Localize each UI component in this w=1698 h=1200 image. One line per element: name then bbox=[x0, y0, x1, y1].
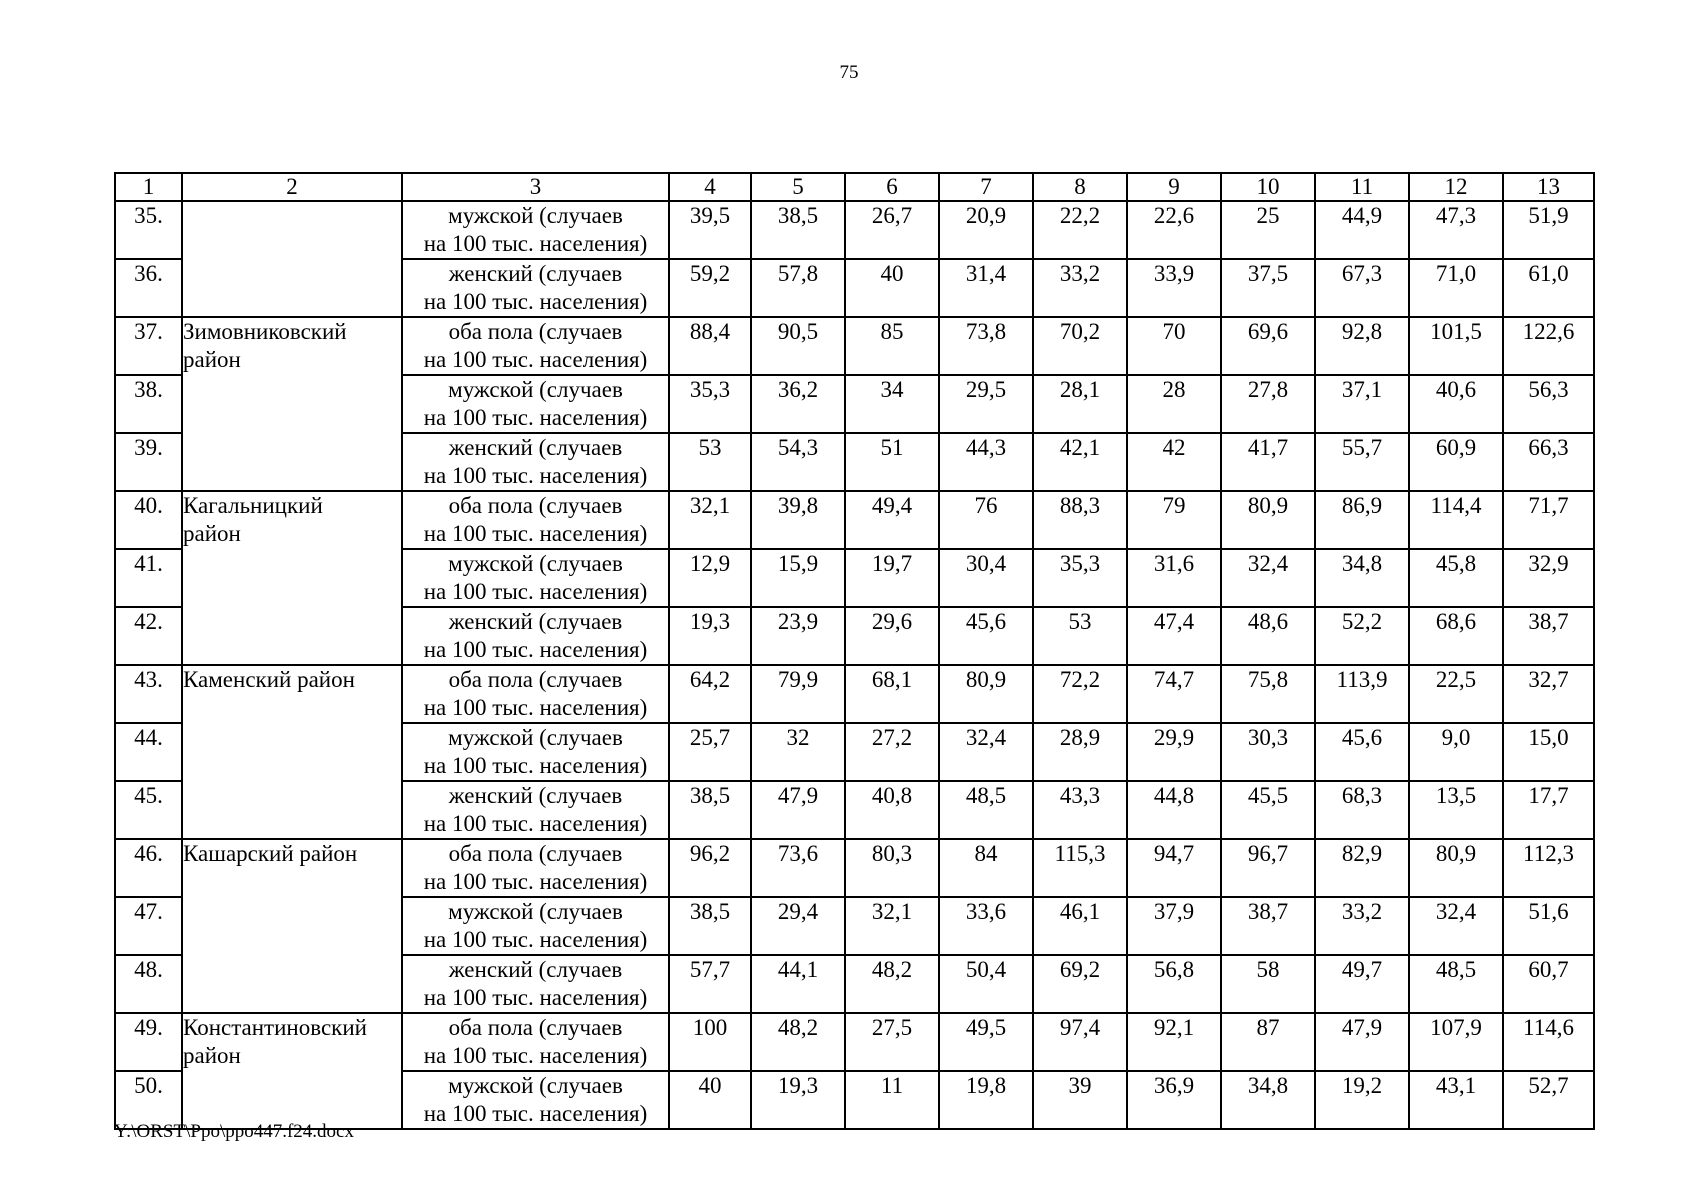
value-cell: 58 bbox=[1221, 955, 1315, 1013]
cell-line: мужской (случаев bbox=[448, 899, 623, 924]
value-cell: 44,8 bbox=[1127, 781, 1221, 839]
value-cell: 107,9 bbox=[1409, 1013, 1503, 1071]
district-cell bbox=[182, 201, 402, 317]
cell-line: женский (случаев bbox=[448, 435, 623, 460]
value-cell: 45,5 bbox=[1221, 781, 1315, 839]
value-cell: 87 bbox=[1221, 1013, 1315, 1071]
sex-group-cell bbox=[402, 259, 669, 317]
value-cell: 50,4 bbox=[939, 955, 1033, 1013]
value-cell: 27,8 bbox=[1221, 375, 1315, 433]
column-header: 7 bbox=[939, 173, 1033, 201]
sex-group-cell bbox=[402, 1071, 669, 1129]
table-header-row bbox=[115, 173, 1594, 201]
value-cell: 19,3 bbox=[669, 607, 751, 665]
value-cell: 49,5 bbox=[939, 1013, 1033, 1071]
cell-line: район bbox=[183, 521, 241, 546]
value-cell: 31,6 bbox=[1127, 549, 1221, 607]
cell-line: женский (случаев bbox=[448, 261, 623, 286]
value-cell: 122,6 bbox=[1503, 317, 1594, 375]
value-cell: 20,9 bbox=[939, 201, 1033, 259]
value-cell: 59,2 bbox=[669, 259, 751, 317]
value-cell: 47,4 bbox=[1127, 607, 1221, 665]
value-cell: 79 bbox=[1127, 491, 1221, 549]
value-cell: 19,8 bbox=[939, 1071, 1033, 1129]
value-cell: 29,6 bbox=[845, 607, 939, 665]
value-cell: 44,3 bbox=[939, 433, 1033, 491]
cell-line: на 100 тыс. населения) bbox=[423, 753, 648, 778]
value-cell: 32,9 bbox=[1503, 549, 1594, 607]
district-cell bbox=[182, 1013, 402, 1129]
value-cell: 19,7 bbox=[845, 549, 939, 607]
column-header: 8 bbox=[1033, 173, 1127, 201]
cell-line: оба пола (случаев bbox=[448, 1015, 623, 1040]
value-cell: 48,5 bbox=[939, 781, 1033, 839]
cell-line: Константиновский bbox=[183, 1015, 367, 1040]
row-number-cell: 49. bbox=[115, 1013, 182, 1071]
value-cell: 37,1 bbox=[1315, 375, 1409, 433]
column-header: 6 bbox=[845, 173, 939, 201]
value-cell: 44,9 bbox=[1315, 201, 1409, 259]
column-header: 4 bbox=[669, 173, 751, 201]
value-cell: 114,4 bbox=[1409, 491, 1503, 549]
district-cell bbox=[182, 491, 402, 665]
value-cell: 51,9 bbox=[1503, 201, 1594, 259]
district-cell bbox=[182, 839, 402, 1013]
value-cell: 48,5 bbox=[1409, 955, 1503, 1013]
cell-line: женский (случаев bbox=[448, 609, 623, 634]
value-cell: 38,7 bbox=[1503, 607, 1594, 665]
value-cell: 53 bbox=[669, 433, 751, 491]
row-number-cell: 44. bbox=[115, 723, 182, 781]
value-cell: 9,0 bbox=[1409, 723, 1503, 781]
cell-line: мужской (случаев bbox=[448, 551, 623, 576]
value-cell: 25 bbox=[1221, 201, 1315, 259]
row-number-cell: 42. bbox=[115, 607, 182, 665]
cell-line: на 100 тыс. населения) bbox=[423, 231, 648, 256]
value-cell: 76 bbox=[939, 491, 1033, 549]
row-number-cell: 39. bbox=[115, 433, 182, 491]
cell-line: Кашарский район bbox=[183, 841, 358, 866]
cell-line: Кагальницкий bbox=[183, 493, 323, 518]
table-body bbox=[115, 201, 1594, 1129]
value-cell: 68,6 bbox=[1409, 607, 1503, 665]
value-cell: 15,0 bbox=[1503, 723, 1594, 781]
value-cell: 73,8 bbox=[939, 317, 1033, 375]
value-cell: 52,7 bbox=[1503, 1071, 1594, 1129]
sex-group-cell bbox=[402, 897, 669, 955]
value-cell: 22,2 bbox=[1033, 201, 1127, 259]
value-cell: 70 bbox=[1127, 317, 1221, 375]
value-cell: 54,3 bbox=[751, 433, 845, 491]
value-cell: 33,9 bbox=[1127, 259, 1221, 317]
value-cell: 88,3 bbox=[1033, 491, 1127, 549]
value-cell: 113,9 bbox=[1315, 665, 1409, 723]
value-cell: 74,7 bbox=[1127, 665, 1221, 723]
value-cell: 52,2 bbox=[1315, 607, 1409, 665]
value-cell: 38,5 bbox=[669, 897, 751, 955]
sex-group-cell bbox=[402, 549, 669, 607]
value-cell: 34,8 bbox=[1315, 549, 1409, 607]
row-number-cell: 36. bbox=[115, 259, 182, 317]
value-cell: 60,9 bbox=[1409, 433, 1503, 491]
sex-group-cell bbox=[402, 839, 669, 897]
cell-line: на 100 тыс. населения) bbox=[423, 1043, 648, 1068]
cell-line: Зимовниковский bbox=[183, 319, 347, 344]
value-cell: 67,3 bbox=[1315, 259, 1409, 317]
value-cell: 29,4 bbox=[751, 897, 845, 955]
sex-group-cell bbox=[402, 375, 669, 433]
value-cell: 101,5 bbox=[1409, 317, 1503, 375]
value-cell: 41,7 bbox=[1221, 433, 1315, 491]
value-cell: 55,7 bbox=[1315, 433, 1409, 491]
value-cell: 43,3 bbox=[1033, 781, 1127, 839]
cell-line: на 100 тыс. населения) bbox=[423, 637, 648, 662]
cell-line: оба пола (случаев bbox=[448, 493, 623, 518]
value-cell: 38,5 bbox=[751, 201, 845, 259]
value-cell: 37,5 bbox=[1221, 259, 1315, 317]
row-number-cell: 48. bbox=[115, 955, 182, 1013]
value-cell: 45,8 bbox=[1409, 549, 1503, 607]
sex-group-cell bbox=[402, 955, 669, 1013]
value-cell: 35,3 bbox=[669, 375, 751, 433]
value-cell: 68,1 bbox=[845, 665, 939, 723]
sex-group-cell bbox=[402, 317, 669, 375]
value-cell: 28,1 bbox=[1033, 375, 1127, 433]
value-cell: 56,3 bbox=[1503, 375, 1594, 433]
sex-group-cell bbox=[402, 781, 669, 839]
value-cell: 46,1 bbox=[1033, 897, 1127, 955]
row-number-cell: 47. bbox=[115, 897, 182, 955]
table-row bbox=[115, 1013, 1594, 1071]
column-header: 2 bbox=[182, 173, 402, 201]
page-number: 75 bbox=[839, 62, 859, 83]
value-cell: 68,3 bbox=[1315, 781, 1409, 839]
sex-group-cell bbox=[402, 491, 669, 549]
value-cell: 22,5 bbox=[1409, 665, 1503, 723]
value-cell: 32,4 bbox=[1221, 549, 1315, 607]
cell-line: на 100 тыс. населения) bbox=[423, 289, 648, 314]
cell-line: оба пола (случаев bbox=[448, 667, 623, 692]
column-header: 1 bbox=[115, 173, 182, 201]
value-cell: 37,9 bbox=[1127, 897, 1221, 955]
value-cell: 22,6 bbox=[1127, 201, 1221, 259]
cell-line: Каменский район bbox=[183, 667, 355, 692]
value-cell: 44,1 bbox=[751, 955, 845, 1013]
value-cell: 84 bbox=[939, 839, 1033, 897]
district-cell bbox=[182, 665, 402, 839]
value-cell: 90,5 bbox=[751, 317, 845, 375]
value-cell: 100 bbox=[669, 1013, 751, 1071]
value-cell: 92,8 bbox=[1315, 317, 1409, 375]
value-cell: 82,9 bbox=[1315, 839, 1409, 897]
value-cell: 85 bbox=[845, 317, 939, 375]
value-cell: 40,8 bbox=[845, 781, 939, 839]
value-cell: 96,7 bbox=[1221, 839, 1315, 897]
value-cell: 45,6 bbox=[1315, 723, 1409, 781]
value-cell: 45,6 bbox=[939, 607, 1033, 665]
value-cell: 40,6 bbox=[1409, 375, 1503, 433]
value-cell: 51 bbox=[845, 433, 939, 491]
value-cell: 34,8 bbox=[1221, 1071, 1315, 1129]
column-header: 10 bbox=[1221, 173, 1315, 201]
value-cell: 61,0 bbox=[1503, 259, 1594, 317]
value-cell: 33,2 bbox=[1033, 259, 1127, 317]
column-header: 5 bbox=[751, 173, 845, 201]
value-cell: 13,5 bbox=[1409, 781, 1503, 839]
value-cell: 26,7 bbox=[845, 201, 939, 259]
value-cell: 32,1 bbox=[845, 897, 939, 955]
value-cell: 56,8 bbox=[1127, 955, 1221, 1013]
table-row bbox=[115, 665, 1594, 723]
value-cell: 66,3 bbox=[1503, 433, 1594, 491]
value-cell: 51,6 bbox=[1503, 897, 1594, 955]
cell-line: на 100 тыс. населения) bbox=[423, 463, 648, 488]
cell-line: оба пола (случаев bbox=[448, 319, 623, 344]
value-cell: 75,8 bbox=[1221, 665, 1315, 723]
value-cell: 42 bbox=[1127, 433, 1221, 491]
value-cell: 86,9 bbox=[1315, 491, 1409, 549]
value-cell: 48,2 bbox=[845, 955, 939, 1013]
value-cell: 64,2 bbox=[669, 665, 751, 723]
sex-group-cell bbox=[402, 433, 669, 491]
value-cell: 42,1 bbox=[1033, 433, 1127, 491]
table-row bbox=[115, 491, 1594, 549]
value-cell: 35,3 bbox=[1033, 549, 1127, 607]
value-cell: 114,6 bbox=[1503, 1013, 1594, 1071]
table-row bbox=[115, 839, 1594, 897]
cell-line: на 100 тыс. населения) bbox=[423, 695, 648, 720]
value-cell: 36,9 bbox=[1127, 1071, 1221, 1129]
cell-line: мужской (случаев bbox=[448, 1073, 623, 1098]
value-cell: 112,3 bbox=[1503, 839, 1594, 897]
value-cell: 79,9 bbox=[751, 665, 845, 723]
cell-line: на 100 тыс. населения) bbox=[423, 1101, 648, 1126]
file-path-footer: Y:\ORST\Ppo\ppo447.f24.docx bbox=[114, 1121, 354, 1142]
cell-line: на 100 тыс. населения) bbox=[423, 985, 648, 1010]
value-cell: 31,4 bbox=[939, 259, 1033, 317]
cell-line: на 100 тыс. населения) bbox=[423, 927, 648, 952]
value-cell: 73,6 bbox=[751, 839, 845, 897]
column-header: 13 bbox=[1503, 173, 1594, 201]
value-cell: 80,3 bbox=[845, 839, 939, 897]
column-header: 9 bbox=[1127, 173, 1221, 201]
value-cell: 39,8 bbox=[751, 491, 845, 549]
value-cell: 57,8 bbox=[751, 259, 845, 317]
district-cell bbox=[182, 317, 402, 491]
value-cell: 72,2 bbox=[1033, 665, 1127, 723]
statistics-table bbox=[114, 172, 1595, 1130]
value-cell: 71,0 bbox=[1409, 259, 1503, 317]
row-number-cell: 37. bbox=[115, 317, 182, 375]
cell-line: на 100 тыс. населения) bbox=[423, 869, 648, 894]
value-cell: 43,1 bbox=[1409, 1071, 1503, 1129]
cell-line: район bbox=[183, 347, 241, 372]
cell-line: на 100 тыс. населения) bbox=[423, 405, 648, 430]
value-cell: 71,7 bbox=[1503, 491, 1594, 549]
value-cell: 48,6 bbox=[1221, 607, 1315, 665]
value-cell: 12,9 bbox=[669, 549, 751, 607]
cell-line: женский (случаев bbox=[448, 957, 623, 982]
table-row bbox=[115, 317, 1594, 375]
row-number-cell: 41. bbox=[115, 549, 182, 607]
value-cell: 25,7 bbox=[669, 723, 751, 781]
cell-line: район bbox=[183, 1043, 241, 1068]
value-cell: 30,3 bbox=[1221, 723, 1315, 781]
value-cell: 115,3 bbox=[1033, 839, 1127, 897]
value-cell: 88,4 bbox=[669, 317, 751, 375]
value-cell: 47,9 bbox=[751, 781, 845, 839]
table-row bbox=[115, 201, 1594, 259]
value-cell: 97,4 bbox=[1033, 1013, 1127, 1071]
value-cell: 53 bbox=[1033, 607, 1127, 665]
row-number-cell: 46. bbox=[115, 839, 182, 897]
value-cell: 80,9 bbox=[939, 665, 1033, 723]
row-number-cell: 43. bbox=[115, 665, 182, 723]
cell-line: мужской (случаев bbox=[448, 725, 623, 750]
value-cell: 36,2 bbox=[751, 375, 845, 433]
value-cell: 70,2 bbox=[1033, 317, 1127, 375]
cell-line: на 100 тыс. населения) bbox=[423, 521, 648, 546]
value-cell: 69,2 bbox=[1033, 955, 1127, 1013]
value-cell: 32 bbox=[751, 723, 845, 781]
sex-group-cell bbox=[402, 607, 669, 665]
value-cell: 38,5 bbox=[669, 781, 751, 839]
value-cell: 39 bbox=[1033, 1071, 1127, 1129]
value-cell: 29,5 bbox=[939, 375, 1033, 433]
value-cell: 19,2 bbox=[1315, 1071, 1409, 1129]
sex-group-cell bbox=[402, 723, 669, 781]
column-header: 11 bbox=[1315, 173, 1409, 201]
value-cell: 33,2 bbox=[1315, 897, 1409, 955]
value-cell: 38,7 bbox=[1221, 897, 1315, 955]
sex-group-cell bbox=[402, 665, 669, 723]
row-number-cell: 50. bbox=[115, 1071, 182, 1129]
cell-line: мужской (случаев bbox=[448, 203, 623, 228]
value-cell: 27,2 bbox=[845, 723, 939, 781]
value-cell: 48,2 bbox=[751, 1013, 845, 1071]
row-number-cell: 38. bbox=[115, 375, 182, 433]
value-cell: 32,7 bbox=[1503, 665, 1594, 723]
value-cell: 96,2 bbox=[669, 839, 751, 897]
value-cell: 32,4 bbox=[1409, 897, 1503, 955]
value-cell: 23,9 bbox=[751, 607, 845, 665]
row-number-cell: 45. bbox=[115, 781, 182, 839]
value-cell: 29,9 bbox=[1127, 723, 1221, 781]
value-cell: 49,7 bbox=[1315, 955, 1409, 1013]
value-cell: 94,7 bbox=[1127, 839, 1221, 897]
cell-line: на 100 тыс. населения) bbox=[423, 347, 648, 372]
value-cell: 40 bbox=[669, 1071, 751, 1129]
value-cell: 32,4 bbox=[939, 723, 1033, 781]
value-cell: 39,5 bbox=[669, 201, 751, 259]
value-cell: 80,9 bbox=[1221, 491, 1315, 549]
column-header: 3 bbox=[402, 173, 669, 201]
value-cell: 32,1 bbox=[669, 491, 751, 549]
value-cell: 28,9 bbox=[1033, 723, 1127, 781]
value-cell: 11 bbox=[845, 1071, 939, 1129]
row-number-cell: 35. bbox=[115, 201, 182, 259]
value-cell: 47,3 bbox=[1409, 201, 1503, 259]
cell-line: на 100 тыс. населения) bbox=[423, 579, 648, 604]
value-cell: 57,7 bbox=[669, 955, 751, 1013]
cell-line: оба пола (случаев bbox=[448, 841, 623, 866]
value-cell: 92,1 bbox=[1127, 1013, 1221, 1071]
row-number-cell: 40. bbox=[115, 491, 182, 549]
value-cell: 19,3 bbox=[751, 1071, 845, 1129]
value-cell: 49,4 bbox=[845, 491, 939, 549]
value-cell: 15,9 bbox=[751, 549, 845, 607]
column-header: 12 bbox=[1409, 173, 1503, 201]
cell-line: на 100 тыс. населения) bbox=[423, 811, 648, 836]
value-cell: 47,9 bbox=[1315, 1013, 1409, 1071]
value-cell: 34 bbox=[845, 375, 939, 433]
cell-line: женский (случаев bbox=[448, 783, 623, 808]
value-cell: 60,7 bbox=[1503, 955, 1594, 1013]
cell-line: мужской (случаев bbox=[448, 377, 623, 402]
value-cell: 69,6 bbox=[1221, 317, 1315, 375]
value-cell: 30,4 bbox=[939, 549, 1033, 607]
value-cell: 27,5 bbox=[845, 1013, 939, 1071]
value-cell: 33,6 bbox=[939, 897, 1033, 955]
value-cell: 17,7 bbox=[1503, 781, 1594, 839]
value-cell: 80,9 bbox=[1409, 839, 1503, 897]
value-cell: 40 bbox=[845, 259, 939, 317]
sex-group-cell bbox=[402, 1013, 669, 1071]
value-cell: 28 bbox=[1127, 375, 1221, 433]
sex-group-cell bbox=[402, 201, 669, 259]
